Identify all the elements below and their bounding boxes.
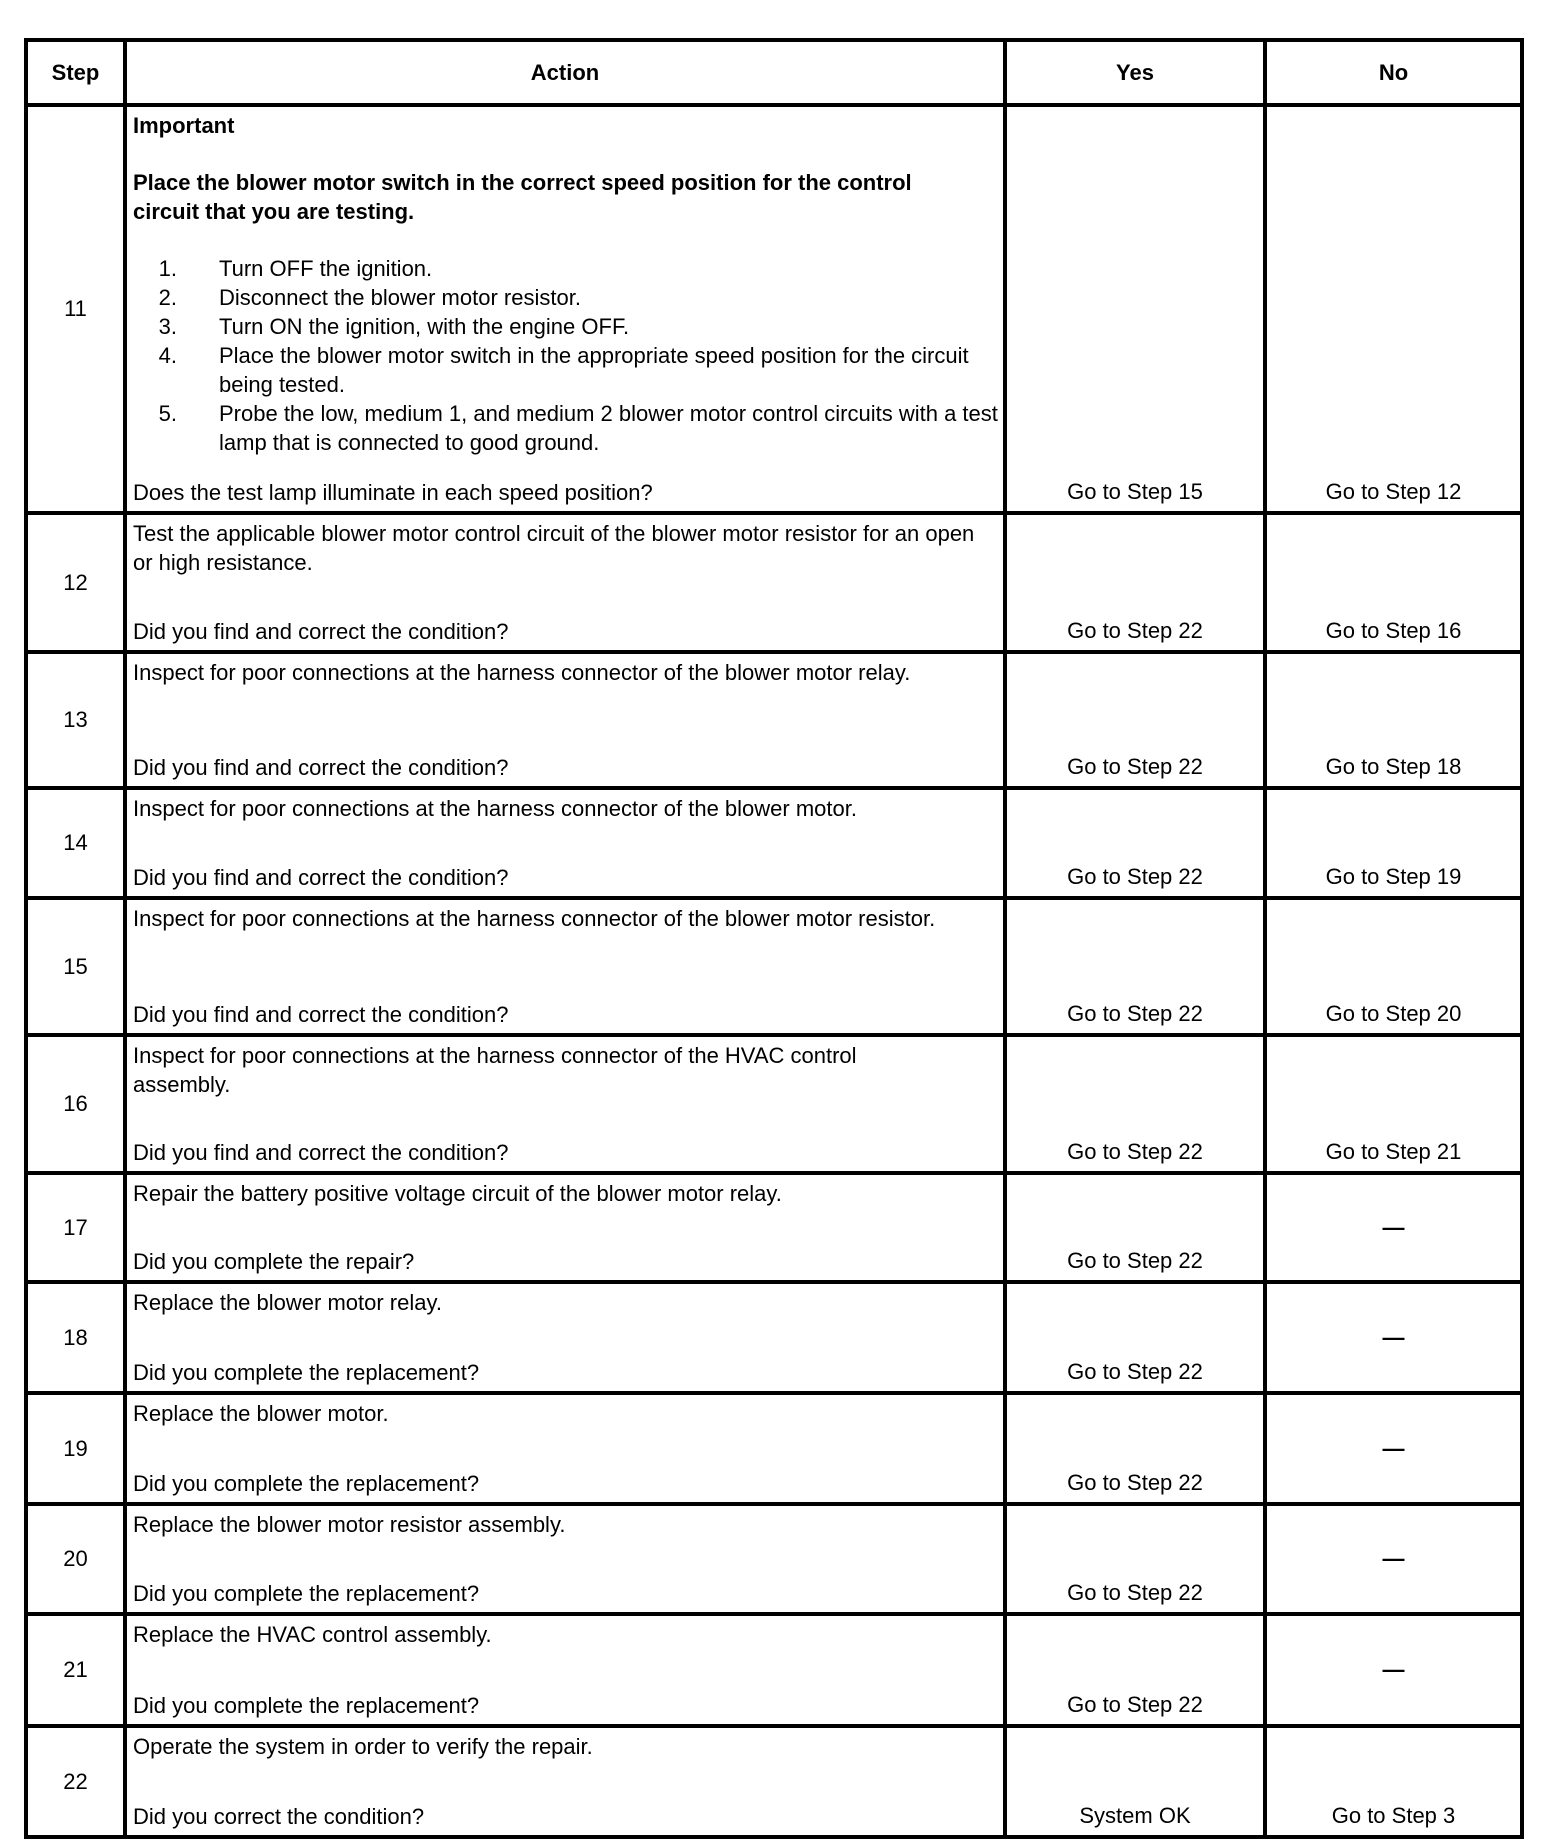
no-result-dash: — bbox=[1382, 1214, 1405, 1240]
table-row bbox=[28, 1395, 1520, 1506]
action-cell bbox=[127, 1175, 1007, 1280]
yes-result: Go to Step 15 bbox=[1007, 107, 1267, 511]
header-yes: Yes bbox=[1007, 42, 1267, 103]
no-result: Go to Step 3 bbox=[1331, 1803, 1456, 1828]
substep-list bbox=[133, 254, 999, 457]
table-row bbox=[28, 1175, 1520, 1284]
question: Did you find and correct the condition? bbox=[133, 1002, 509, 1027]
no-result: Go to Step 19 bbox=[1325, 864, 1462, 889]
no-result: Go to Step 20 bbox=[1325, 1001, 1462, 1026]
action-text: Inspect for poor connections at the harness connector of the blower motor relay. bbox=[133, 660, 911, 685]
action-cell bbox=[127, 1616, 1007, 1724]
step-number: 17 bbox=[28, 1175, 127, 1280]
action-text: Inspect for poor connections at the harness connector of the blower motor. bbox=[133, 796, 857, 821]
table-row bbox=[28, 515, 1520, 654]
question: Did you find and correct the condition? bbox=[133, 619, 509, 644]
action-text: Repair the battery positive voltage circuit of the blower motor relay. bbox=[133, 1181, 782, 1206]
yes-result: Go to Step 22 bbox=[1007, 1175, 1267, 1280]
substep-number: 5. bbox=[158, 401, 177, 426]
yes-result: Go to Step 22 bbox=[1007, 1284, 1267, 1391]
substep-text: Probe the low, medium 1, and medium 2 blower motor control circuits with a test lamp that is connected to good ground. bbox=[219, 401, 998, 455]
important-text: Place the blower motor switch in the correct speed position for the control circuit that you are testing. bbox=[133, 170, 912, 224]
no-result-dash: — bbox=[1382, 1657, 1405, 1682]
action-text: Replace the blower motor resistor assembly. bbox=[133, 1512, 566, 1537]
step-number: 12 bbox=[28, 515, 127, 650]
substep-text: Turn ON the ignition, with the engine OFF. bbox=[219, 314, 630, 339]
table-row bbox=[28, 1284, 1520, 1395]
no-result-dash: — bbox=[1382, 1546, 1405, 1571]
action-cell bbox=[127, 1506, 1007, 1612]
action-cell bbox=[127, 900, 1007, 1033]
substep-number: 2. bbox=[158, 285, 177, 310]
list-item bbox=[133, 254, 999, 283]
table-row bbox=[28, 1037, 1520, 1175]
question: Did you complete the replacement? bbox=[133, 1693, 480, 1718]
step-number: 14 bbox=[28, 790, 127, 896]
yes-result: Go to Step 22 bbox=[1007, 1395, 1267, 1502]
header-action: Action bbox=[127, 42, 1007, 103]
yes-result: Go to Step 22 bbox=[1007, 1616, 1267, 1724]
question: Does the test lamp illuminate in each speed position? bbox=[133, 480, 653, 505]
step-number: 11 bbox=[28, 107, 127, 511]
step-number: 21 bbox=[28, 1616, 127, 1724]
step-number: 13 bbox=[28, 654, 127, 786]
question: Did you find and correct the condition? bbox=[133, 755, 509, 780]
question: Did you complete the replacement? bbox=[133, 1360, 480, 1385]
important-label: Important bbox=[133, 113, 235, 138]
yes-result: Go to Step 22 bbox=[1007, 790, 1267, 896]
yes-result: Go to Step 22 bbox=[1007, 1506, 1267, 1612]
question: Did you complete the replacement? bbox=[133, 1471, 480, 1496]
action-text: Test the applicable blower motor control circuit of the blower motor resistor for an open or high resistance. bbox=[133, 521, 975, 575]
action-cell bbox=[127, 1037, 1007, 1171]
no-result: Go to Step 21 bbox=[1325, 1139, 1462, 1164]
no-result: Go to Step 16 bbox=[1325, 618, 1462, 643]
action-text: Replace the blower motor. bbox=[133, 1401, 389, 1426]
table-row bbox=[28, 790, 1520, 900]
step-number: 19 bbox=[28, 1395, 127, 1502]
table-header-row bbox=[28, 42, 1520, 107]
list-item bbox=[133, 341, 999, 399]
question: Did you complete the repair? bbox=[133, 1249, 415, 1274]
yes-result: System OK bbox=[1007, 1728, 1267, 1835]
no-result: Go to Step 12 bbox=[1325, 479, 1462, 504]
yes-result: Go to Step 22 bbox=[1007, 900, 1267, 1033]
action-cell bbox=[127, 1395, 1007, 1502]
step-number: 18 bbox=[28, 1284, 127, 1391]
yes-result: Go to Step 22 bbox=[1007, 1037, 1267, 1171]
table-row bbox=[28, 900, 1520, 1037]
diagnostic-table bbox=[24, 38, 1524, 1839]
substep-number: 3. bbox=[158, 314, 177, 339]
step-number: 16 bbox=[28, 1037, 127, 1171]
action-cell bbox=[127, 515, 1007, 650]
header-step: Step bbox=[28, 42, 127, 103]
substep-number: 1. bbox=[158, 256, 177, 281]
action-cell bbox=[127, 1284, 1007, 1391]
action-text: Replace the HVAC control assembly. bbox=[133, 1622, 492, 1647]
list-item bbox=[133, 399, 999, 457]
substep-number: 4. bbox=[158, 343, 177, 368]
list-item bbox=[133, 283, 999, 312]
yes-result: Go to Step 22 bbox=[1007, 654, 1267, 786]
question: Did you correct the condition? bbox=[133, 1804, 425, 1829]
substep-text: Disconnect the blower motor resistor. bbox=[219, 285, 581, 310]
action-text: Inspect for poor connections at the harness connector of the HVAC control assembly. bbox=[133, 1043, 857, 1097]
table-row bbox=[28, 1506, 1520, 1616]
action-cell bbox=[127, 790, 1007, 896]
action-cell bbox=[127, 107, 1007, 511]
no-result: Go to Step 18 bbox=[1325, 754, 1462, 779]
table-row bbox=[28, 107, 1520, 515]
list-item bbox=[133, 312, 999, 341]
action-text: Inspect for poor connections at the harness connector of the blower motor resistor. bbox=[133, 906, 936, 931]
table-row bbox=[28, 1616, 1520, 1728]
no-result-dash: — bbox=[1382, 1324, 1405, 1350]
question: Did you find and correct the condition? bbox=[133, 1140, 509, 1165]
substep-text: Turn OFF the ignition. bbox=[219, 256, 433, 281]
table-row bbox=[28, 654, 1520, 790]
step-number: 15 bbox=[28, 900, 127, 1033]
action-cell bbox=[127, 1728, 1007, 1835]
table-row bbox=[28, 1728, 1520, 1835]
action-text: Operate the system in order to verify the repair. bbox=[133, 1734, 593, 1759]
header-no: No bbox=[1378, 59, 1409, 85]
question: Did you find and correct the condition? bbox=[133, 865, 509, 890]
question: Did you complete the replacement? bbox=[133, 1581, 480, 1606]
substep-text: Place the blower motor switch in the appropriate speed position for the circuit being tested. bbox=[219, 343, 969, 397]
no-result-dash: — bbox=[1382, 1435, 1405, 1461]
yes-result: Go to Step 22 bbox=[1007, 515, 1267, 650]
step-number: 20 bbox=[28, 1506, 127, 1612]
action-text: Replace the blower motor relay. bbox=[133, 1290, 442, 1315]
action-cell bbox=[127, 654, 1007, 786]
step-number: 22 bbox=[28, 1728, 127, 1835]
